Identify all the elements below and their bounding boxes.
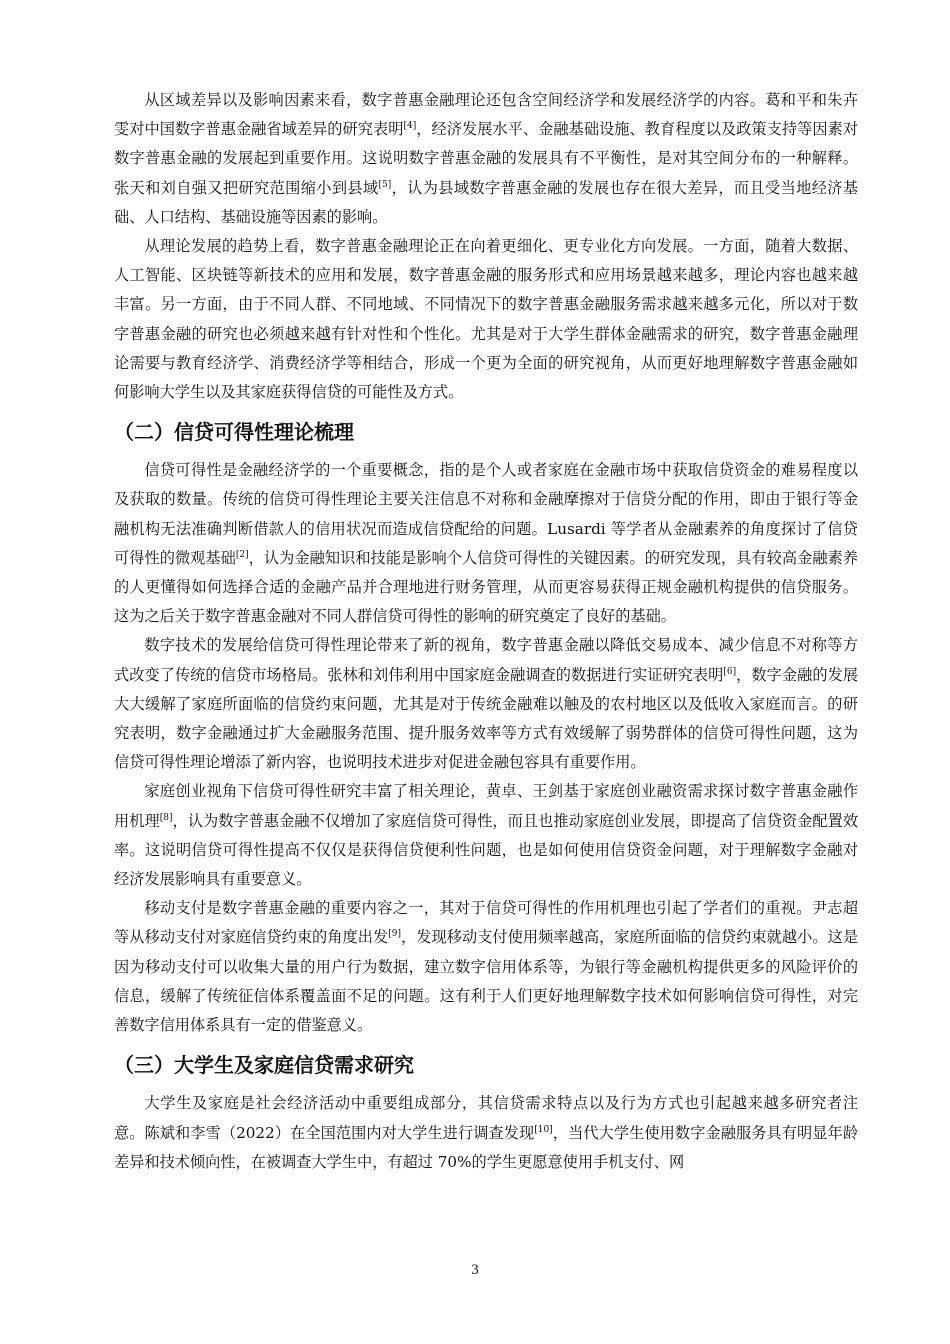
paragraph-text: ，数字金融的发展大大缓解了家庭所面临的信贷约束问题，尤其是对于传统金融难以触及的农村地区以及低收入家庭而言。的研究表明，数字金融通过扩大金融服务范围、提升服务效率等方式有效缓解了弱势群体的信贷可得性问题，这为信贷可得性理论增添了新内容，也说明技术进步对促进金融包容具有重要作用。 bbox=[114, 665, 858, 772]
paragraph-text: ，认为县域数字普惠金融的发展也存在很大差异，而且受当地经济基础、人口结构、基础设施等因素的影响。 bbox=[114, 178, 859, 226]
paragraph-text: 移动支付是数字普惠金融的重要内容之一，其对于信贷可得性的作用机理也引起了学者们的重视。尹志超等从移动支付对家庭信贷约束的角度出发 bbox=[114, 899, 858, 947]
section-credit-paragraphs bbox=[114, 456, 858, 1040]
paragraph bbox=[114, 777, 858, 894]
paragraph bbox=[114, 86, 858, 232]
paragraph-text: ，认为金融知识和技能是影响个人信贷可得性的关键因素。的研究发现，具有较高金融素养的人更懂得如何选择合适的金融产品并合理地进行财务管理，从而更容易获得正规金融机构提供的信贷服务。这为之后关于数字普惠金融对不同人群信贷可得性的影响的研究奠定了良好的基础。 bbox=[114, 548, 858, 626]
paragraph bbox=[114, 232, 858, 407]
paragraph bbox=[114, 894, 858, 1040]
citation-ref: [2] bbox=[235, 549, 249, 560]
paragraph-text: 信贷可得性是金融经济学的一个重要概念，指的是个人或者家庭在金融市场中获取信贷资金的难易程度以及获取的数量。传统的信贷可得性理论主要关注信息不对称和金融摩擦对于信贷分配的作用，即由于银行等金融机构无法准确判断借款人的信用状况而造成信贷配给的问题。Lusardi 等学者从金融素养的角度探讨了信贷可得性的微观基础 bbox=[114, 461, 858, 567]
paragraph bbox=[114, 456, 858, 631]
paragraph-text: 数字技术的发展给信贷可得性理论带来了新的视角，数字普惠金融以降低交易成本、减少信息不对称等方式改变了传统的信贷市场格局。张林和刘伟利用中国家庭金融调查的数据进行实证研究表明 bbox=[114, 636, 858, 684]
section-heading-student-credit-demand: （三）大学生及家庭信贷需求研究 bbox=[114, 1053, 414, 1078]
page-number: 3 bbox=[471, 1262, 479, 1278]
paragraph-text: 家庭创业视角下信贷可得性研究丰富了相关理论，黄卓、王剑基于家庭创业融资需求探讨数字普惠金融作用机理 bbox=[114, 782, 858, 830]
paragraph-text: 从区域差异以及影响因素来看，数字普惠金融理论还包含空间经济学和发展经济学的内容。葛和平和朱卉雯对中国数字普惠金融省域差异的研究表明 bbox=[114, 91, 858, 139]
paragraph-text: 大学生及家庭是社会经济活动中重要组成部分，其信贷需求特点以及行为方式也引起越来越多研究者注意。陈斌和李雪（2022）在全国范围内对大学生进行调查发现 bbox=[114, 1094, 858, 1142]
paragraph bbox=[114, 1089, 858, 1177]
citation-ref: [5] bbox=[378, 179, 392, 190]
paragraph bbox=[114, 631, 858, 777]
citation-ref: [8] bbox=[159, 812, 173, 823]
section-spatial-paragraphs bbox=[114, 86, 858, 407]
paragraph-text: ，当代大学生使用数字金融服务具有明显年龄差异和技术倾向性，在被调查大学生中，有超过 70%的学生更愿意使用手机支付、网 bbox=[114, 1123, 859, 1171]
paragraph-text: ，经济发展水平、金融基础设施、教育程度以及政策支持等因素对数字普惠金融的发展起到重要作用。这说明数字普惠金融的发展具有不平衡性，是对其空间分布的一种解释。张天和刘自强又把研究范围缩小到县域 bbox=[114, 120, 858, 197]
document-page bbox=[114, 86, 858, 1177]
paragraph-text: ，发现移动支付使用频率越高，家庭所面临的信贷约束就越小。这是因为移动支付可以收集大量的用户行为数据，建立数字信用体系等，为银行等金融机构提供更多的风险评价的信息，缓解了传统征信体系覆盖面不足的问题。这有利于人们更好地理解数字技术如何影响信贷可得性，对完善数字信用体系具有一定的借鉴意义。 bbox=[114, 928, 858, 1035]
citation-ref: [9] bbox=[388, 929, 401, 940]
paragraph-text: ，认为数字普惠金融不仅增加了家庭信贷可得性，而且也推动家庭创业发展，即提高了信贷资金配置效率。这说明信贷可得性提高不仅仅是获得信贷便利性问题，也是如何使用信贷资金问题，对于理解数字金融对经济发展影响具有重要意义。 bbox=[114, 811, 858, 889]
citation-ref: [10] bbox=[534, 1124, 553, 1135]
section-heading-credit-availability: （二）信贷可得性理论梳理 bbox=[114, 420, 354, 445]
section-student-paragraphs bbox=[114, 1089, 858, 1177]
citation-ref: [6] bbox=[723, 666, 737, 677]
paragraph-text: 从理论发展的趋势上看，数字普惠金融理论正在向着更细化、更专业化方向发展。一方面，随着大数据、人工智能、区块链等新技术的应用和发展，数字普惠金融的服务形式和应用场景越来越多，理论内容也越来越丰富。另一方面，由于不同人群、不同地域、不同情况下的数字普惠金融服务需求越来越多元化，所以对于数字普惠金融的研究也必须越来越有针对性和个性化。尤其是对于大学生群体金融需求的研究，数字普惠金融理论需要与教育经济学、消费经济学等相结合，形成一个更为全面的研究视角，从而更好地理解数字普惠金融如何影响大学生以及其家庭获得信贷的可能性及方式。 bbox=[114, 237, 858, 402]
citation-ref: [4] bbox=[403, 121, 417, 132]
